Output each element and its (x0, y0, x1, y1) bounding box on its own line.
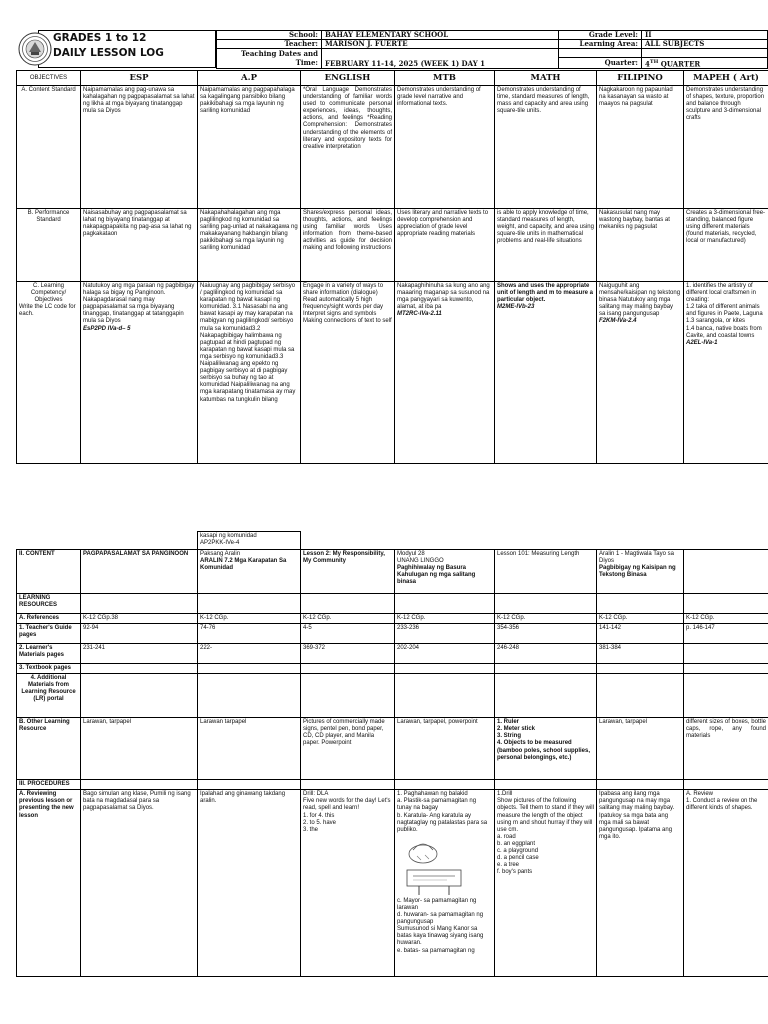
col-english: ENGLISH (301, 71, 395, 86)
lc-mapeh-line: 1.3 sarangola, or kites (686, 318, 746, 325)
lc-mapeh-line: 1.2 taka of different animals and figures in Paete, Laguna (686, 304, 763, 318)
lc-mapeh-code: A2EL-IVa-1 (686, 339, 718, 346)
learning-area-label: Learning Area: (559, 40, 642, 49)
lc-esp-code: EsP2PD IVa-d– 5 (83, 325, 131, 332)
ps-esp: Naisasabuhay ang pagpapasalamat sa lahat ng biyayang tinatanggap at nakapagpapakita ng pag-asa sa lahat ng pagkakataon (81, 209, 198, 282)
or-english: Pictures of commercially made signs, pentel pen, bond paper, CD, CD player, and Manila paper. Powerpoint (301, 718, 395, 780)
rv-mtb (395, 790, 495, 977)
rv-english-line: 1. for 4. this (303, 812, 335, 819)
content-standard-row (17, 86, 768, 209)
lr-portal-label: 4. Additional Materials from Learning Resource (LR) portal (17, 674, 81, 718)
ps-math: is able to apply knowledge of time, standard measures of length, weight, and capacity, and area using square-tile units in mathematical problems and real-life situations (495, 209, 597, 282)
content-english: Lesson 2: My Responsibility, My Community (301, 550, 395, 594)
teaching-dates-label-1: Teaching Dates and (240, 49, 318, 59)
empty-cell (81, 594, 198, 614)
other-resources-label: B. Other Learning Resource (17, 718, 81, 780)
content-standard-label: A. Content Standard (17, 86, 81, 209)
header-info-table (216, 30, 768, 69)
ref-filipino: K-12 CGp. (597, 614, 684, 624)
tg-mapeh: p. 146-147 (684, 624, 768, 644)
quarter-suffix: TH (649, 59, 659, 65)
rv-mtb-after-line: c. Mayor- sa pamamagitan ng larawan (397, 897, 477, 911)
learning-resources-row (17, 594, 768, 614)
lm-english: 369-372 (301, 644, 395, 664)
quarter-word: QUARTER (658, 59, 701, 69)
quarter-value (642, 58, 768, 69)
performance-standard-label: B. Performance Standard (17, 209, 81, 282)
empty-cell (81, 674, 198, 718)
lesson-log-page-2 (16, 531, 768, 977)
empty-cell (301, 532, 395, 550)
ps-ap: Nakapahahalagahan ang mga paglilingkod ng komunidad sa sariling pag-unlad at nakakagawa ng makakayanang hakbangin bilang pakikibahagi sa mga layunin ng sariling komunidad (198, 209, 301, 282)
col-esp: ESP (81, 71, 198, 86)
or-math-line: 4. Objects to be measured (bamboo poles, school supplies, personal belongings, etc.) (497, 740, 591, 761)
empty-cell (495, 532, 597, 550)
content-filipino-1: Aralin 1 - Magtiwala Tayo sa Diyos (599, 551, 674, 565)
empty-cell (395, 532, 495, 550)
empty-cell (597, 532, 684, 550)
rv-math-line: d. a pencil case (497, 855, 539, 862)
competency-label (17, 282, 81, 464)
document-header (16, 28, 768, 70)
cs-english: *Oral Language Demonstrates understanding of familiar words used to communicate personal experiences, ideas, thoughts, actions, and feelings *Reading Comprehension: Demonstrates understanding of the elements of literary and expository texts for creative interpretation (301, 86, 395, 209)
lc-mtb (395, 282, 495, 464)
spacer-cell (642, 49, 768, 58)
lc-math (495, 282, 597, 464)
empty-cell (17, 532, 81, 550)
lm-ap: 222- (198, 644, 301, 664)
teachers-guide-row (17, 624, 768, 644)
other-resources-row (17, 718, 768, 780)
lm-esp: 231-241 (81, 644, 198, 664)
lc-math-text: Shows and uses the appropriate unit of length and m to measure a particular object. (497, 283, 594, 304)
quarter-label: Quarter: (559, 58, 642, 69)
rv-math-line: f. boy's pants (497, 869, 533, 876)
content-procedures-table (16, 531, 768, 977)
tg-math: 354-356 (495, 624, 597, 644)
empty-cell (597, 594, 684, 614)
ref-mtb: K-12 CGp. (395, 614, 495, 624)
rv-mtb-line: 1. Paghahawan ng balakid (397, 791, 468, 798)
references-row (17, 614, 768, 624)
ap-continued-2: AP2PKK-IVe-4 (200, 540, 240, 547)
tg-mtb: 233-236 (395, 624, 495, 644)
learning-resources-label: LEARNING RESOURCES (17, 594, 81, 614)
empty-cell (495, 780, 597, 790)
rv-ap: Ipalahad ang ginawang takdang aralin. (198, 790, 301, 977)
col-mapeh: MAPEH ( Art) (684, 71, 768, 86)
school-value: BAHAY ELEMENTARY SCHOOL (322, 31, 559, 40)
lm-filipino: 381-384 (597, 644, 684, 664)
ref-math: K-12 CGp. (495, 614, 597, 624)
reviewing-row (17, 790, 768, 977)
spacer-cell (559, 49, 642, 58)
rv-english-line: 3. the (303, 826, 319, 833)
empty-cell (301, 780, 395, 790)
content-mtb-2: UNANG LINGGO (397, 558, 444, 565)
empty-cell (597, 664, 684, 674)
rv-english-line: 2. to 5. have (303, 819, 337, 826)
ps-english: Shares/express personal ideas, thoughts, actions, and feelings using familiar words Uses information from theme-based activities as guide for decision making and following instructions (301, 209, 395, 282)
learners-materials-label: 2. Learner's Materials pages (17, 644, 81, 664)
cs-math: Demonstrates understanding of time, standard measures of length, mass and capacity and area using square-tile units. (495, 86, 597, 209)
empty-cell (684, 532, 768, 550)
competency-label-2: Competency/ (30, 290, 67, 297)
learning-area-value: ALL SUBJECTS (642, 40, 768, 49)
tg-filipino: 141-142 (597, 624, 684, 644)
col-filipino: FILIPINO (597, 71, 684, 86)
references-label: A. References (17, 614, 81, 624)
title-line-2: DAILY LESSON LOG (53, 47, 164, 59)
lc-math-code: M2ME-IVb-23 (497, 304, 535, 311)
content-mtb-1: Modyul 28 (397, 551, 425, 557)
empty-cell (597, 780, 684, 790)
empty-cell (495, 674, 597, 718)
empty-cell (597, 674, 684, 718)
content-math: Lesson 101: Measuring Length (495, 550, 597, 594)
empty-cell (395, 780, 495, 790)
empty-cell (301, 594, 395, 614)
teachers-guide-label: 1. Teacher's Guide pages (17, 624, 81, 644)
empty-cell (198, 674, 301, 718)
procedures-row (17, 780, 768, 790)
col-ap: A.P (198, 71, 301, 86)
empty-cell (684, 664, 768, 674)
rv-mapeh-line: A. Review (686, 791, 714, 798)
empty-cell (395, 674, 495, 718)
cs-mtb: Demonstrates understanding of grade level narrative and informational texts. (395, 86, 495, 209)
column-header-row (17, 71, 768, 86)
cs-mapeh: Demonstrates understanding of shapes, texture, proportion and balance through sculpture and 3-dimensional crafts (684, 86, 768, 209)
empty-cell (395, 664, 495, 674)
textbook-label: 3. Textbook pages (17, 664, 81, 674)
or-mtb: Larawan, tarpapel, powerpoint (395, 718, 495, 780)
empty-cell (684, 780, 768, 790)
empty-cell (395, 594, 495, 614)
competency-row (17, 282, 768, 464)
content-mtb (395, 550, 495, 594)
grade-level-value: II (642, 31, 768, 40)
ps-mtb: Uses literary and narrative texts to develop comprehension and appreciation of grade level appropriate reading materials (395, 209, 495, 282)
tg-ap: 74-76 (198, 624, 301, 644)
rv-mapeh-line: 1. Conduct a review on the different kinds of shapes. (686, 798, 758, 812)
empty-cell (198, 594, 301, 614)
lesson-log-page-1 (16, 28, 768, 464)
ps-mapeh: Creates a 3-dimensional free-standing, balanced figure using different materials (found materials, recycled, local or manufactured) (684, 209, 768, 282)
ap-continued (198, 532, 301, 550)
lm-mtb: 202-204 (395, 644, 495, 664)
ap-continued-1: kasapi ng komunidad (200, 533, 257, 539)
reviewing-label: A. Reviewing previous lesson or presenting the new lesson (17, 790, 81, 977)
title-line-1: GRADES 1 to 12 (53, 32, 147, 44)
ref-english: K-12 CGp. (301, 614, 395, 624)
lc-mapeh (684, 282, 768, 464)
plastic-illustration-icon (403, 836, 443, 866)
ref-ap: K-12 CGp. (198, 614, 301, 624)
cs-filipino: Nagkakaroon ng papaunlad na kasanayan sa wasto at maayos na pagsulat (597, 86, 684, 209)
ps-filipino: Nakasusulat nang may wastong baybay, bantas at mekaniks ng pagsulat (597, 209, 684, 282)
content-mtb-3: Paghihiwalay ng Basura Kahulugan ng mga salitang binasa (397, 565, 476, 586)
rv-math-line: a. road (497, 833, 516, 840)
empty-cell (684, 594, 768, 614)
objectives-table (16, 70, 768, 464)
teaching-dates-value: FEBRUARY 11-14, 2025 (WEEK 1) DAY 1 (322, 49, 559, 69)
lm-mapeh (684, 644, 768, 664)
col-math: MATH (495, 71, 597, 86)
rv-mapeh (684, 790, 768, 977)
empty-cell (81, 532, 198, 550)
content-ap-1: Paksang Aralin (200, 551, 241, 557)
or-math-line: 2. Meter stick (497, 726, 536, 733)
content-row (17, 550, 768, 594)
lc-mapeh-line: 1. identifies the artistry of different local craftsmen in creating: (686, 283, 756, 304)
teacher-label: Teacher: (217, 40, 322, 49)
ref-esp: K-12 CGp.38 (81, 614, 198, 624)
lm-math: 246-248 (495, 644, 597, 664)
col-objectives: OBJECTIVES (17, 71, 81, 86)
content-mapeh (684, 550, 768, 594)
textbook-row (17, 664, 768, 674)
procedures-label: III. PROCEDURES (17, 780, 81, 790)
empty-cell (301, 664, 395, 674)
lc-mapeh-line: 1.4 banca, native boats from Cavite, and coastal towns (686, 325, 762, 339)
teaching-dates-label-2: Time: (295, 57, 318, 67)
empty-cell (495, 594, 597, 614)
rv-mtb-line: a. Plastik-sa pamamagitan ng tunay na bagay (397, 798, 477, 812)
lc-esp (81, 282, 198, 464)
deped-seal-icon (18, 32, 52, 66)
or-ap: Larawan tarpapel (198, 718, 301, 780)
cs-ap: Naipamamalas ang pagpapahalaga sa kagalingang pansibiko bilang pakikibahagi sa mga layunin ng sariling komunidad (198, 86, 301, 209)
ref-mapeh: K-12 CGp. (684, 614, 768, 624)
lc-filipino (597, 282, 684, 464)
quarter-number: 4 (645, 59, 650, 69)
empty-cell (81, 664, 198, 674)
content-filipino (597, 550, 684, 594)
rv-mtb-after-line: d. huwaran- sa pamamagitan ng pangungusap (397, 912, 484, 926)
teacher-value: MARISON J. FUERTE (322, 40, 559, 49)
empty-cell (301, 674, 395, 718)
rv-math-line: e. a tree (497, 862, 520, 869)
rv-filipino: Ipabasa ang ilang mga pangungusap na may mga salitang may maling baybay. Ipatukoy sa mga bata ang mga mali sa bawat pangungusap. Ipatama ang mga ito. (597, 790, 684, 977)
lc-english: Engage in a variety of ways to share information (dialogue) Read automatically 5 high frequency/sight words per day Interpret signs and symbols Making connections of text to self (301, 282, 395, 464)
cs-esp: Naipamamalas ang pag-unawa sa kahalagahan ng pagpapasalamat sa lahat ng likha at mga biyayang tinatanggap mula sa Diyos (81, 86, 198, 209)
or-filipino: Larawan, tarpapel (597, 718, 684, 780)
rv-mtb-after-line: e. batas- sa pamamagitan ng (397, 947, 475, 954)
lc-mtb-text: Nakapaghihinuha sa kung ano ang maaaring maganap sa susunod na mga pangyayari sa kuwento, alamat, at iba pa (397, 283, 490, 311)
teaching-dates-label (217, 49, 322, 69)
rv-mtb-after-line: Sumusunod si Mang Kanor sa batas kaya tinawag siyang isang huwaran. (397, 926, 484, 947)
content-esp: PAGPAPASALAMAT SA PANGINOON (81, 550, 198, 594)
or-math-line: 1. Ruler (497, 719, 520, 726)
lr-portal-row (17, 674, 768, 718)
empty-cell (198, 664, 301, 674)
lc-esp-text: Natutukoy ang mga paraan ng pagbibigay halaga sa bigay ng Panginoon. Nakapagdarasal nang may pagpapasalamat sa mga biyayang tinanggap, tinatanggap at tatanggapin mula sa Diyos (83, 283, 195, 325)
ap-continued-row (17, 532, 768, 550)
content-ap-2: ARALIN 7.2 Mga Karapatan Sa Komunidad (200, 558, 287, 572)
title-box (38, 30, 216, 68)
empty-cell (81, 780, 198, 790)
learners-materials-row (17, 644, 768, 664)
competency-label-1: C. Learning (32, 283, 65, 289)
rv-mtb-line: b. Karatula- Ang karatula ay nagtataglay ng patalastas para sa publiko. (397, 812, 488, 833)
rv-english-line: Drill: DLA (303, 791, 329, 798)
lc-filipino-text: Naiguguhit ang mensahe/kaisipan ng tekstong binasa Natutukoy ang mga salitang may maling baybay sa isang pangungusap (599, 283, 681, 318)
signboard-illustration-icon (403, 868, 465, 896)
content-ap (198, 550, 301, 594)
or-esp: Larawan, tarpapel (81, 718, 198, 780)
or-math-line: 3. String (497, 733, 522, 740)
content-label: II. CONTENT (17, 550, 81, 594)
tg-esp: 92-94 (81, 624, 198, 644)
lc-filipino-code: F2KM-IVa-2.4 (599, 318, 637, 325)
content-filipino-2: Pagbibigay ng Kaisipan ng Tekstong Binasa (599, 565, 676, 579)
rv-math-line: c. a playground (497, 848, 539, 855)
lc-mtb-code: MT2RC-IVa-2.11 (397, 311, 442, 318)
rv-esp: Bago simulan ang klase, Pumili ng isang bata na magdadasal para sa pagpapasalamat sa Diyos. (81, 790, 198, 977)
empty-cell (198, 780, 301, 790)
rv-english-line: Five new words for the day! Let's read, spell and learn! (303, 798, 391, 812)
rv-math (495, 790, 597, 977)
rv-math-line: Show pictures of the following objects. Tell them to stand if they will measure the length of the object using m and shout hurray if they will use cm. (497, 798, 594, 833)
or-mapeh: different sizes of boxes, bottle caps, rope, any found materials (684, 718, 768, 780)
grade-level-label: Grade Level: (559, 31, 642, 40)
competency-label-3: Objectives (34, 297, 63, 304)
col-mtb: MTB (395, 71, 495, 86)
rv-math-line: 1.Drill (497, 791, 513, 798)
empty-cell (495, 664, 597, 674)
tg-english: 4-5 (301, 624, 395, 644)
empty-cell (684, 674, 768, 718)
rv-english (301, 790, 395, 977)
performance-standard-row (17, 209, 768, 282)
lc-ap: Naiuugnay ang pagbibigay serbisyo / paglilingkod ng komunidad sa karapatan ng bawat kasapi ng komunidad. 3.1 Nasasabi na ang bawat kasapi ay may karapatan na mabigyan ng paglilingkod/ serbisyo mula sa komunidad3.2 Nakapagbibigay halimbawa ng pagtupad at hindi pagtupad ng karapatan ng bawat kasapi mula sa mga serbisyo ng komunidad3.3 Naipaliliwanag ang epekto ng pagbigay serbisyo at di pagbigay serbisyo sa buhay ng tao at komunidad Naipaliliwanag na ang mga karapatang tinatamasa ay may katumbas na tungkulin bilang (198, 282, 301, 464)
competency-label-4: Write the LC code for each. (19, 304, 76, 318)
rv-math-line: b. an eggplant (497, 840, 536, 847)
or-math (495, 718, 597, 780)
school-label: School: (217, 31, 322, 40)
